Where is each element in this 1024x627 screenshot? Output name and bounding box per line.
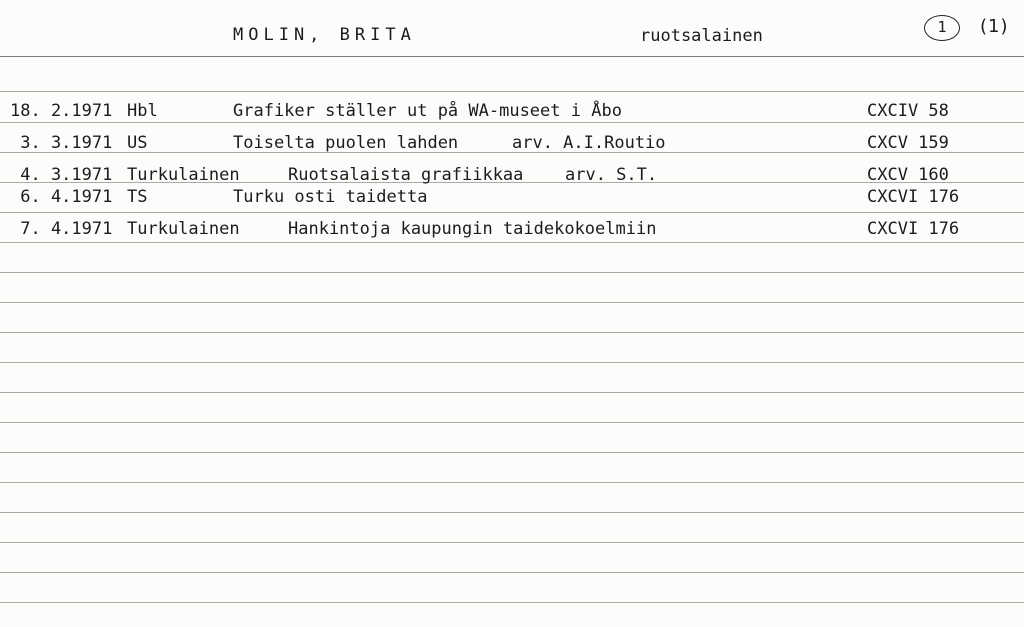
card-number-circled: 1 xyxy=(924,15,960,41)
nationality: ruotsalainen xyxy=(640,26,763,46)
entry-date: 18. 2.1971 xyxy=(10,101,113,121)
ruled-line xyxy=(0,542,1024,543)
entry-date: 6. 4.1971 xyxy=(10,187,113,207)
entry-ref: CXCIV 58 xyxy=(867,101,949,121)
entry-source: Hbl xyxy=(127,101,158,121)
ruled-line xyxy=(0,122,1024,123)
entry-title: Grafiker ställer ut på WA-museet i Åbo xyxy=(233,101,622,121)
entry-date: 7. 4.1971 xyxy=(10,219,113,239)
entry-author: arv. S.T. xyxy=(565,165,658,185)
entry-source: US xyxy=(127,133,148,153)
entry-ref: CXCV 159 xyxy=(867,133,949,153)
ruled-line xyxy=(0,452,1024,453)
ruled-line xyxy=(0,482,1024,483)
header-rule xyxy=(0,56,1024,57)
entry-author: arv. A.I.Routio xyxy=(512,133,666,153)
entry-source: Turkulainen xyxy=(127,165,240,185)
entry-ref: CXCVI 176 xyxy=(867,219,960,239)
ruled-line xyxy=(0,392,1024,393)
entry-ref: CXCV 160 xyxy=(867,165,949,185)
person-name: MOLIN, BRITA xyxy=(233,25,416,45)
entry-ref: CXCVI 176 xyxy=(867,187,960,207)
ruled-line xyxy=(0,512,1024,513)
ruled-line xyxy=(0,422,1024,423)
entry-title: Ruotsalaista grafiikkaa xyxy=(288,165,524,185)
entry-title: Hankintoja kaupungin taidekokoelmiin xyxy=(288,219,657,239)
entry-title: Turku osti taidetta xyxy=(233,187,428,207)
ruled-line xyxy=(0,602,1024,603)
entry-date: 3. 3.1971 xyxy=(10,133,113,153)
entry-source: TS xyxy=(127,187,148,207)
entry-date: 4. 3.1971 xyxy=(10,165,113,185)
ruled-line xyxy=(0,212,1024,213)
entry-title: Toiselta puolen lahden xyxy=(233,133,459,153)
ruled-line xyxy=(0,272,1024,273)
ruled-line xyxy=(0,332,1024,333)
card-number-parenthesized: (1) xyxy=(980,16,1009,37)
ruled-line xyxy=(0,572,1024,573)
ruled-line xyxy=(0,242,1024,243)
entry-source: Turkulainen xyxy=(127,219,240,239)
ruled-line xyxy=(0,302,1024,303)
ruled-line xyxy=(0,91,1024,92)
ruled-line xyxy=(0,362,1024,363)
